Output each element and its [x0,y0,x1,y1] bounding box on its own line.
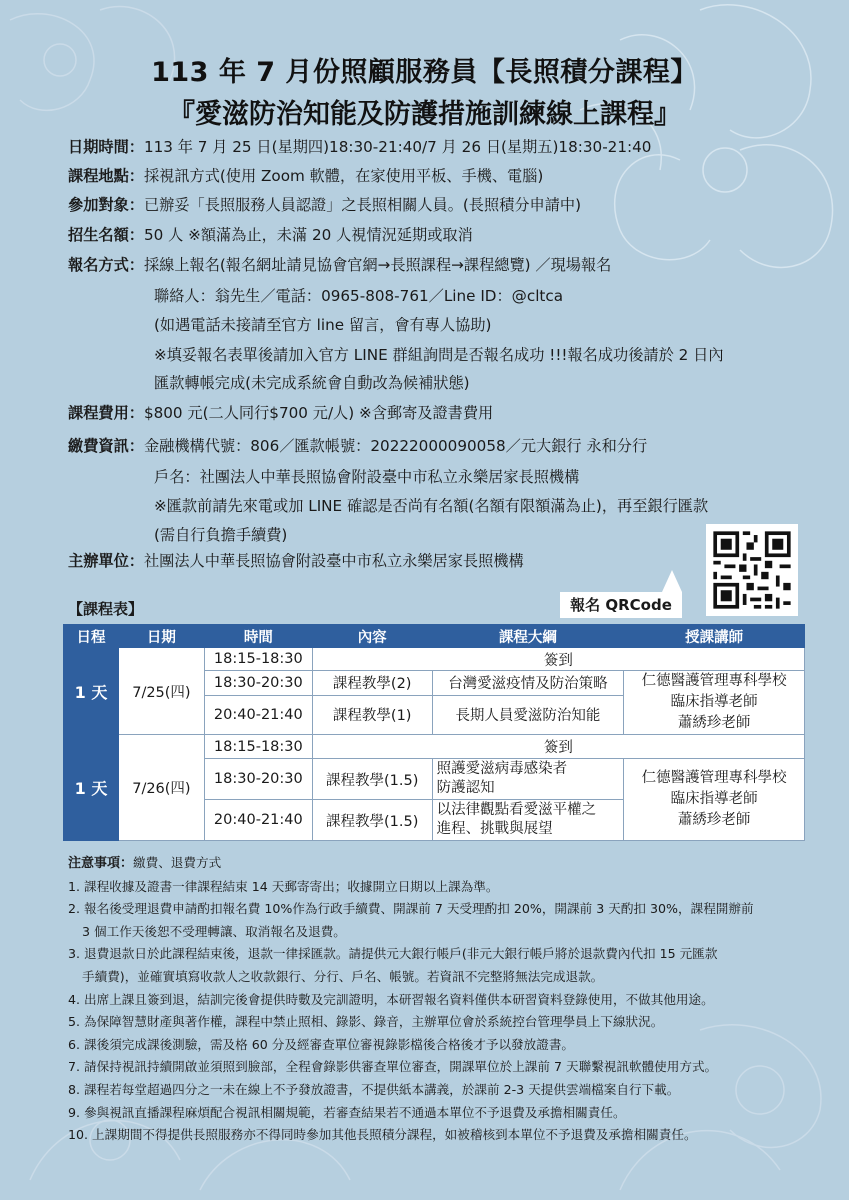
quota-label: 招生名額： [68,226,144,244]
target-value: 已辦妥「長照服務人員認證」之長照相關人員。(長照積分申請中) [143,196,582,214]
note-10: 10. 上課期間不得提供長照服務亦不得同時參加其他長照積分課程，如被稽核到本單位不予退費及承擔相關責任。 [68,1127,697,1143]
info-place [68,167,543,185]
note-3-cont: 手續費)，並確實填寫收款人之收款銀行、分行、戶名、帳號。若資訊不完整將無法完成退款。 [82,968,604,984]
contact-note: (如遇電話未接請至官方 line 留言，會有專人協助) [154,316,492,334]
day1-time-1: 18:15-18:30 [204,648,312,671]
info-registration [68,256,611,274]
registration-note: ※填妥報名表單後請加入官方 LINE 群組詢問是否報名成功 !!!報名成功後請於 2 日內 [154,346,724,364]
schedule-label: 【課程表】 [68,600,144,618]
info-fee [68,404,493,422]
day2-time-2: 18:30-20:30 [204,759,312,800]
day1-outline-2: 台灣愛滋疫情及防治策略 [432,671,624,696]
note-1: 1. 課程收據及證書一律課程結束 14 天郵寄寄出；收據開立日期以上課為準。 [68,878,499,894]
day2-outline-3-line-2: 進程、挑戰與展望 [436,821,553,837]
day2-outline-2-line-2: 防護認知 [436,780,495,796]
qr-label: 報名 QRCode [560,592,682,618]
info-target [68,196,581,214]
quota-value: 50 人 ※額滿為止，未滿 20 人視情況延期或取消 [143,226,473,244]
notes-heading [68,852,808,876]
note-2: 2. 報名後受理退費申請酌扣報名費 10%作為行政手續費、開課前 7 天受理酌扣 20%，開課前 3 天酌扣 30%，課程開辦前 [68,901,754,917]
table-header-row [64,625,805,648]
note-5: 5. 為保障智慧財產與著作權，課程中禁止照相、錄影、錄音，主辦單位會於系統控台管理學員上下線狀況。 [68,1014,664,1030]
title-line-2: 『愛滋防治知能及防護措施訓練線上課程』 [168,99,681,130]
note-4: 4. 出席上課且簽到退，結訓完後會提供時數及完訓證明，本研習報名資料僅供本研習資料登錄使用，不做其他用途。 [68,991,714,1007]
day1-content-2: 課程教學(2) [312,671,432,696]
info-date [68,138,651,156]
contact-line: 聯絡人：翁先生／電話：0965-808-761／Line ID：@cltca [154,287,564,305]
reg-value: 採線上報名(報名網址請見協會官網→長照課程→課程總覽) ／現場報名 [143,256,612,274]
day2-teacher [624,759,805,841]
org-value: 社團法人中華長照協會附設臺中市私立永樂居家長照機構 [143,552,524,570]
day1-teacher-title: 臨床指導老師 [670,694,758,710]
date-value: 113 年 7 月 25 日(星期四)18:30-21:40/7 月 26 日(星期五)18:30-21:40 [143,138,652,156]
info-quota [68,226,473,244]
place-label: 課程地點： [68,167,144,185]
qr-code[interactable] [706,524,798,616]
day1-day: 1 天 [64,648,119,735]
payment-note: ※匯款前請先來電或加 LINE 確認是否尚有名額(名額有限額滿為止)，再至銀行匯款 [154,497,709,515]
day2-content-2: 課程教學(1.5) [312,759,432,800]
date-label: 日期時間： [68,138,144,156]
note-8: 8. 課程若每堂超過四分之一未在線上不予發放證書，不提供紙本講義，於課前 2-3 天提供雲端檔案自行下載。 [68,1081,680,1097]
day1-checkin: 簽到 [312,648,804,671]
col-header-teacher: 授課講師 [624,625,805,648]
registration-note-2: 匯款轉帳完成(未完成系統會自動改為候補狀態) [154,374,470,392]
day2-teacher-school: 仁德醫護管理專科學校 [641,770,787,786]
account-name: 戶名：社團法人中華長照協會附設臺中市私立永樂居家長照機構 [154,468,580,486]
reg-label: 報名方式： [68,256,144,274]
notes-heading-label: 注意事項： [68,856,134,871]
info-payment [68,437,647,455]
notes-section [68,852,808,1147]
info-organizer [68,552,524,570]
note-7: 7. 請保持視訊持續開啟並須照到臉部，全程會錄影供審查單位審查，開課單位於上課前 7 天聯繫視訊軟體使用方式。 [68,1059,718,1075]
pay-value: 金融機構代號：806／匯款帳號：20222000090058／元大銀行 永和分行 [143,437,648,455]
day1-time-3: 20:40-21:40 [204,695,312,734]
day1-teacher-name: 蕭綉珍老師 [677,715,751,731]
note-6: 6. 課後須完成課後測驗，需及格 60 分及經審查單位審視錄影檔後合格後才予以發放證書。 [68,1036,575,1052]
col-header-time: 時間 [204,625,312,648]
day1-teacher [624,671,805,735]
org-label: 主辦單位： [68,552,144,570]
fee-label: 課程費用： [68,404,144,422]
qr-code-icon [706,524,798,616]
day1-outline-3: 長期人員愛滋防治知能 [432,695,624,734]
notes-heading-topic: 繳費、退費方式 [133,855,222,870]
day2-outline-2 [432,759,624,800]
col-header-content: 內容 [312,625,432,648]
day2-teacher-title: 臨床指導老師 [670,791,758,807]
note-3: 3. 退費退款日於此課程結束後，退款一律採匯款。請提供元大銀行帳戶(非元大銀行帳戶將於退款費內代扣 15 元匯款 [68,946,718,962]
col-header-day: 日程 [64,625,119,648]
day2-time-3: 20:40-21:40 [204,800,312,841]
col-header-outline: 課程大綱 [432,625,624,648]
day2-outline-3-line-1: 以法律觀點看愛滋平權之 [436,802,597,818]
day2-teacher-name: 蕭綉珍老師 [677,812,751,828]
title-line-1: 113 年 7 月份照顧服務員【長照積分課程】 [151,57,698,88]
day2-time-1: 18:15-18:30 [204,735,312,759]
note-2-cont: 3 個工作天後恕不受理轉讓、取消報名及退費。 [82,923,346,939]
fee-value: $800 元(二人同行$700 元/人) ※含郵寄及證書費用 [143,404,494,422]
day1-date: 7/25(四) [118,648,204,735]
target-label: 參加對象： [68,196,144,214]
note-9: 9. 參與視訊直播課程麻煩配合視訊相關規範，若審查結果若不通過本單位不予退費及承擔相關責任。 [68,1104,626,1120]
day1-content-3: 課程教學(1) [312,695,432,734]
schedule-table [63,624,805,841]
day2-content-3: 課程教學(1.5) [312,800,432,841]
day1-teacher-school: 仁德醫護管理專科學校 [641,673,787,689]
day2-day: 1 天 [64,735,119,841]
table-row [64,648,805,671]
pay-label: 繳費資訊： [68,437,144,455]
place-value: 採視訊方式(使用 Zoom 軟體，在家使用平板、手機、電腦) [143,167,544,185]
day2-outline-3 [432,800,624,841]
payment-note-2: (需自行負擔手續費) [154,526,288,544]
day1-time-2: 18:30-20:30 [204,671,312,696]
col-header-date: 日期 [118,625,204,648]
day2-checkin: 簽到 [312,735,804,759]
table-row [64,735,805,759]
qr-label-pointer [662,570,682,592]
day2-outline-2-line-1: 照護愛滋病毒感染者 [436,761,568,777]
day2-date: 7/26(四) [118,735,204,841]
